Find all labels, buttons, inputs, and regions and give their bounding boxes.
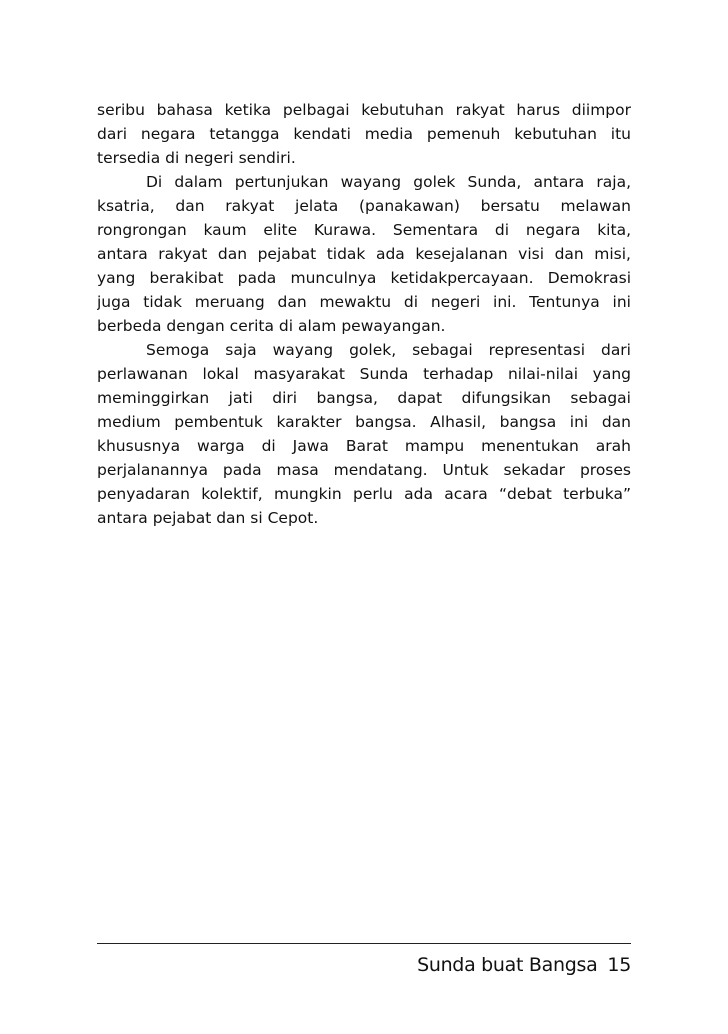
body-text	[97, 98, 631, 530]
text-line: seribu bahasa ketika pelbagai kebutuhan rakyat harus diimpor	[97, 101, 631, 119]
running-footer	[417, 952, 631, 978]
text-line: yang berakibat pada munculnya ketidakpercayaan. Demokrasi	[97, 269, 631, 287]
paragraph	[97, 338, 631, 530]
text-line: rongrongan kaum elite Kurawa. Sementara di negara kita,	[97, 221, 631, 239]
paragraph	[97, 170, 631, 338]
page-number: 15	[607, 954, 631, 976]
text-line: penyadaran kolektif, mungkin perlu ada acara “debat terbuka”	[97, 485, 631, 503]
text-line: antara rakyat dan pejabat tidak ada kesejalanan visi dan misi,	[97, 245, 631, 263]
footer-divider	[97, 943, 631, 944]
text-line: medium pembentuk karakter bangsa. Alhasil, bangsa ini dan	[97, 413, 631, 431]
text-line: khususnya warga di Jawa Barat mampu menentukan arah	[97, 437, 631, 455]
text-line: perjalanannya pada masa mendatang. Untuk sekadar proses	[97, 461, 631, 479]
text-line: antara pejabat dan si Cepot.	[97, 509, 319, 527]
text-line: Di dalam pertunjukan wayang golek Sunda, antara raja,	[146, 173, 631, 191]
text-line: perlawanan lokal masyarakat Sunda terhadap nilai-nilai yang	[97, 365, 631, 383]
text-line: dari negara tetangga kendati media pemenuh kebutuhan itu	[97, 125, 631, 143]
text-line: berbeda dengan cerita di alam pewayangan.	[97, 317, 446, 335]
text-line: juga tidak meruang dan mewaktu di negeri ini. Tentunya ini	[97, 293, 631, 311]
text-line: meminggirkan jati diri bangsa, dapat difungsikan sebagai	[97, 389, 631, 407]
text-line: tersedia di negeri sendiri.	[97, 149, 296, 167]
text-line: ksatria, dan rakyat jelata (panakawan) bersatu melawan	[97, 197, 631, 215]
footer-title: Sunda buat Bangsa	[417, 954, 598, 976]
paragraph	[97, 98, 631, 170]
text-line: Semoga saja wayang golek, sebagai representasi dari	[146, 341, 631, 359]
